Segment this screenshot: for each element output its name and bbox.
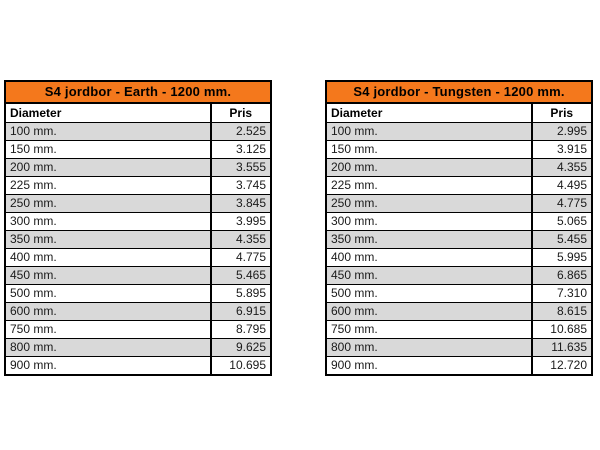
diameter-cell: 750 mm. [326, 321, 532, 339]
table-row [326, 357, 592, 376]
price-cell: 4.495 [532, 177, 593, 195]
price-cell: 10.695 [211, 357, 272, 376]
diameter-cell: 250 mm. [5, 195, 211, 213]
diameter-cell: 350 mm. [326, 231, 532, 249]
tungsten-table-title: S4 jordbor - Tungsten - 1200 mm. [325, 80, 593, 104]
price-cell: 8.795 [211, 321, 272, 339]
tungsten-table-body [326, 123, 592, 376]
price-cell: 4.775 [532, 195, 593, 213]
diameter-cell: 300 mm. [326, 213, 532, 231]
diameter-cell: 500 mm. [326, 285, 532, 303]
diameter-cell: 900 mm. [326, 357, 532, 376]
diameter-cell: 150 mm. [326, 141, 532, 159]
table-row [5, 321, 271, 339]
diameter-cell: 150 mm. [5, 141, 211, 159]
price-cell: 3.745 [211, 177, 272, 195]
price-cell: 3.845 [211, 195, 272, 213]
earth-table-body [5, 123, 271, 376]
table-row [326, 159, 592, 177]
table-row [5, 195, 271, 213]
tungsten-price-table [325, 80, 593, 376]
table-row [5, 159, 271, 177]
diameter-cell: 250 mm. [326, 195, 532, 213]
earth-diameter-column-header: Diameter [5, 104, 211, 123]
diameter-cell: 400 mm. [5, 249, 211, 267]
table-row [326, 213, 592, 231]
earth-price-table [4, 80, 272, 376]
table-row [5, 231, 271, 249]
price-cell: 2.525 [211, 123, 272, 141]
price-cell: 5.895 [211, 285, 272, 303]
table-row [5, 249, 271, 267]
price-cell: 4.355 [211, 231, 272, 249]
price-cell: 5.465 [211, 267, 272, 285]
price-cell: 11.635 [532, 339, 593, 357]
table-row [5, 267, 271, 285]
table-row [326, 321, 592, 339]
price-cell: 5.995 [532, 249, 593, 267]
table-row [326, 177, 592, 195]
tungsten-header-row [326, 104, 592, 123]
diameter-cell: 300 mm. [5, 213, 211, 231]
price-cell: 5.065 [532, 213, 593, 231]
table-row [5, 141, 271, 159]
diameter-cell: 400 mm. [326, 249, 532, 267]
diameter-cell: 500 mm. [5, 285, 211, 303]
diameter-cell: 100 mm. [326, 123, 532, 141]
diameter-cell: 750 mm. [5, 321, 211, 339]
price-cell: 4.355 [532, 159, 593, 177]
table-row [5, 303, 271, 321]
price-cell: 12.720 [532, 357, 593, 376]
price-cell: 3.915 [532, 141, 593, 159]
table-row [326, 267, 592, 285]
diameter-cell: 900 mm. [5, 357, 211, 376]
diameter-cell: 350 mm. [5, 231, 211, 249]
table-row [5, 357, 271, 376]
price-cell: 4.775 [211, 249, 272, 267]
diameter-cell: 800 mm. [326, 339, 532, 357]
diameter-cell: 600 mm. [5, 303, 211, 321]
diameter-cell: 200 mm. [5, 159, 211, 177]
table-row [326, 339, 592, 357]
price-cell: 3.995 [211, 213, 272, 231]
table-row [5, 123, 271, 141]
table-row [326, 123, 592, 141]
diameter-cell: 100 mm. [5, 123, 211, 141]
table-row [326, 249, 592, 267]
price-cell: 7.310 [532, 285, 593, 303]
table-row [5, 213, 271, 231]
price-cell: 3.555 [211, 159, 272, 177]
diameter-cell: 450 mm. [326, 267, 532, 285]
earth-table-title: S4 jordbor - Earth - 1200 mm. [4, 80, 272, 104]
diameter-cell: 225 mm. [5, 177, 211, 195]
earth-pris-column-header: Pris [211, 104, 272, 123]
diameter-cell: 200 mm. [326, 159, 532, 177]
tungsten-pris-column-header: Pris [532, 104, 593, 123]
price-cell: 6.865 [532, 267, 593, 285]
diameter-cell: 225 mm. [326, 177, 532, 195]
table-row [5, 339, 271, 357]
price-cell: 10.685 [532, 321, 593, 339]
table-row [5, 177, 271, 195]
price-cell: 9.625 [211, 339, 272, 357]
table-row [326, 231, 592, 249]
diameter-cell: 600 mm. [326, 303, 532, 321]
diameter-cell: 800 mm. [5, 339, 211, 357]
tungsten-diameter-column-header: Diameter [326, 104, 532, 123]
price-cell: 8.615 [532, 303, 593, 321]
tungsten-price-grid [325, 104, 593, 376]
earth-header-row [5, 104, 271, 123]
table-row [326, 141, 592, 159]
diameter-cell: 450 mm. [5, 267, 211, 285]
table-row [326, 285, 592, 303]
table-row [326, 195, 592, 213]
price-cell: 3.125 [211, 141, 272, 159]
price-cell: 6.915 [211, 303, 272, 321]
table-row [326, 303, 592, 321]
table-row [5, 285, 271, 303]
price-cell: 2.995 [532, 123, 593, 141]
price-cell: 5.455 [532, 231, 593, 249]
earth-price-grid [4, 104, 272, 376]
